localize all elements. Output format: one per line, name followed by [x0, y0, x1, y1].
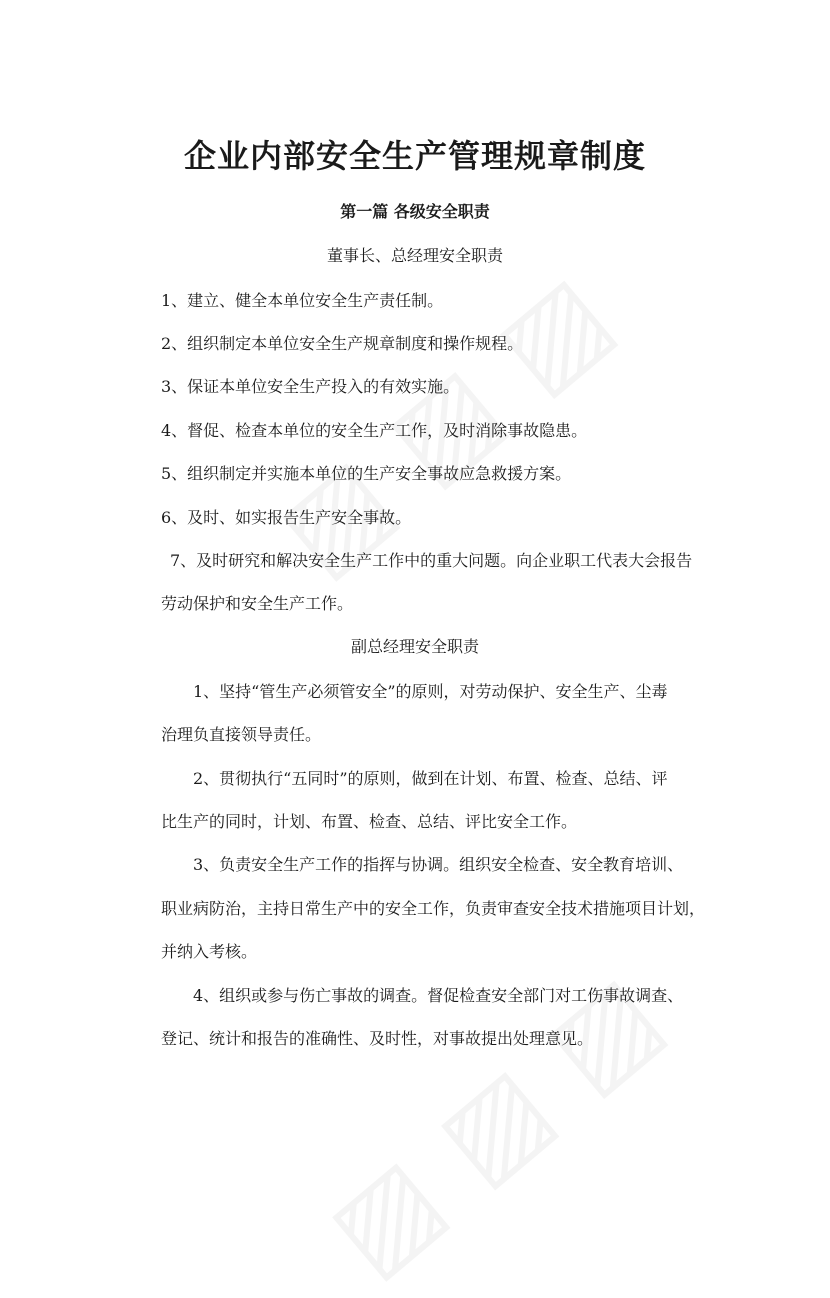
document-subtitle: 第一篇 各级安全职责 — [340, 202, 490, 221]
paragraph-line: 2、贯彻执行“五同时”的原则，做到在计划、布置、检查、总结、评 — [193, 769, 668, 788]
paragraph-line: 3、保证本单位安全生产投入的有效实施。 — [161, 377, 460, 396]
paragraph-line: 5、组织制定并实施本单位的生产安全事故应急救援方案。 — [161, 464, 572, 483]
paragraph-line: 治理负直接领导责任。 — [161, 725, 322, 744]
paragraph-line: 劳动保护和安全生产工作。 — [161, 594, 354, 613]
paragraph-line: 4、组织或参与伤亡事故的调查。督促检查安全部门对工伤事故调查、 — [193, 986, 684, 1005]
section-heading-chairman: 董事长、总经理安全职责 — [326, 246, 503, 265]
paragraph-line: 职业病防治，主持日常生产中的安全工作，负责审查安全技术措施项目计划， — [161, 899, 706, 918]
paragraph-line: 6、及时、如实报告生产安全事故。 — [161, 508, 412, 527]
paragraph-line: 1、坚持“管生产必须管安全”的原则，对劳动保护、安全生产、尘毒 — [193, 682, 668, 701]
paragraph-line: 4、督促、检查本单位的安全生产工作，及时消除事故隐患。 — [161, 421, 588, 440]
paragraph-line: 2、组织制定本单位安全生产规章制度和操作规程。 — [161, 334, 524, 353]
paragraph-line: 7、及时研究和解决安全生产工作中的重大问题。向企业职工代表大会报告 — [170, 551, 693, 570]
paragraph-line: 3、负责安全生产工作的指挥与协调。组织安全检查、安全教育培训、 — [193, 855, 684, 874]
paragraph-line: 1、建立、健全本单位安全生产责任制。 — [161, 291, 444, 310]
paragraph-line: 并纳入考核。 — [161, 942, 258, 961]
paragraph-line: 比生产的同时，计划、布置、检查、总结、评比安全工作。 — [161, 812, 578, 831]
section-heading-vice-gm: 副总经理安全职责 — [350, 637, 479, 656]
document-title: 企业内部安全生产管理规章制度 — [183, 137, 646, 175]
paragraph-line: 登记、统计和报告的准确性、及时性，对事故提出处理意见。 — [161, 1029, 594, 1048]
